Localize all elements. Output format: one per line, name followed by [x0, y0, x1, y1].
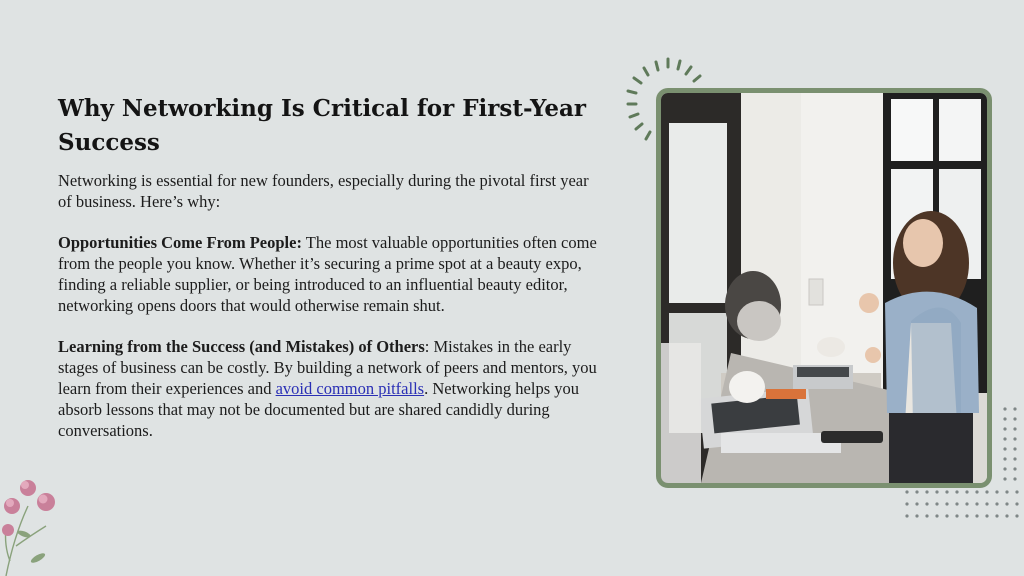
- flower-decoration: [0, 466, 70, 576]
- point-opportunities-body: The most valuable opportunities often come from the people you know. Whether it’s securing a prime spot at a beauty expo, finding a reliable supplier, or being introduced to an influential beauty editor, networking opens doors that would otherwise remain shut.: [58, 233, 597, 315]
- text-column: [58, 92, 598, 441]
- avoid-pitfalls-link[interactable]: avoid common pitfalls: [275, 378, 425, 398]
- point-learning-body-end: . Networking helps you absorb lessons that may not be documented but are shared candidly during conversations.: [58, 378, 579, 440]
- point-learning: [58, 337, 598, 441]
- point-opportunities: [58, 233, 598, 316]
- dot-grid-decoration: [904, 406, 1024, 530]
- point-learning-body-start: : Mistakes in the early stages of business can be costly. By building a network of peers and mentors, you learn from their experiences and: [58, 337, 597, 398]
- slide-title: Why Networking Is Critical for First-Year Success: [58, 95, 587, 156]
- point-opportunities-heading: Opportunities Come From People:: [58, 233, 302, 253]
- point-learning-heading: Learning from the Success (and Mistakes) of Others: [58, 337, 425, 357]
- intro-paragraph: Networking is essential for new founders, especially during the pivotal first year of business. Here’s why:: [58, 171, 589, 211]
